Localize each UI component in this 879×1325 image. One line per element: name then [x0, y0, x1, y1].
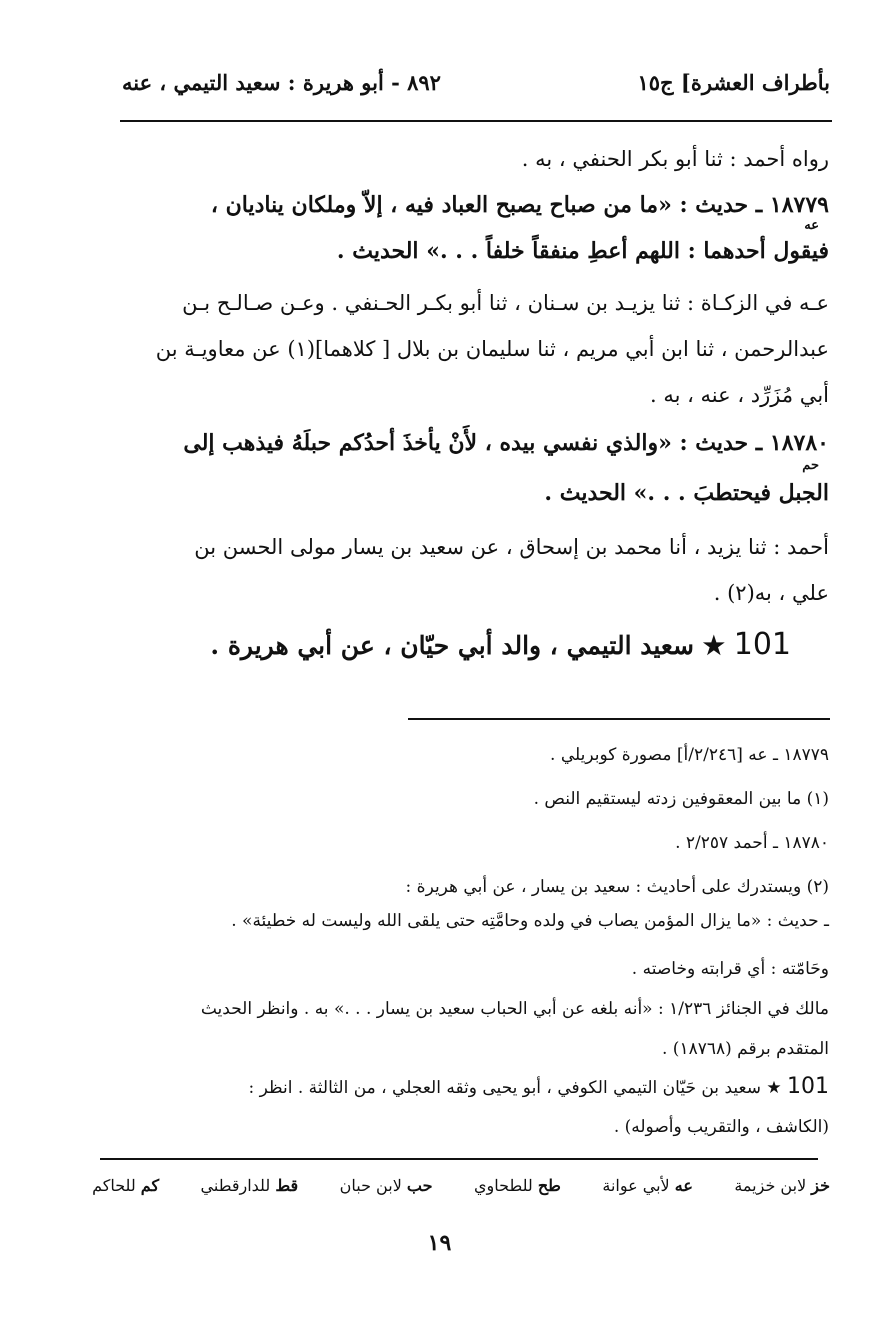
abbreviation-desc: للطحاوي [473, 1175, 533, 1195]
abbreviation-key [92, 1168, 830, 1202]
abbreviation-code: عه [674, 1175, 693, 1195]
footnote-chapter-number: 101 [787, 1074, 829, 1099]
chapter-title: ★ سعيد التيمي ، والد أبي حيّان ، عن أبي هريرة . [210, 631, 726, 660]
text-line: علي ، به(٢) . [713, 581, 829, 605]
footnote-separator [408, 718, 830, 720]
text-line: عبدالرحمن ، ثنا ابن أبي مريم ، ثنا سليمان بن بلال [ كلاهما](١) عن معاويـة بن [155, 337, 829, 361]
footnote-line: وحَامّته : أي قرابته وخاصته . [631, 959, 829, 979]
abbreviation-item [734, 1176, 830, 1195]
abbreviation-item [602, 1176, 693, 1195]
text-line: رواه أحمد : ثنا أبو بكر الحنفي ، به . [521, 147, 829, 171]
footnote-line: المتقدم برقم (١٨٧٦٨) . [661, 1039, 829, 1059]
abbreviation-code: كم [140, 1175, 160, 1195]
abbreviation-item [474, 1176, 561, 1195]
text-line: أحمد : ثنا يزيد ، أنا محمد بن إسحاق ، عن سعيد بن يسار مولى الحسن بن [194, 535, 829, 559]
footnote-line: (الكاشف ، والتقريب وأصوله) . [613, 1117, 829, 1137]
footnote-line: ١٨٧٨٠ ـ أحمد ٢/٢٥٧ . [675, 833, 829, 853]
abbreviation-item [340, 1176, 433, 1195]
abbreviation-desc: لأبي عوانة [602, 1175, 670, 1195]
footnote-line: (٢) ويستدرك على أحاديث : سعيد بن يسار ، عن أبي هريرة : [405, 877, 829, 897]
text-line: أبي مُزَرِّد ، عنه ، به . [649, 383, 829, 407]
chapter-number: 101 [733, 627, 791, 662]
running-head-section: ٨٩٢ - أبو هريرة : سعيد التيمي ، عنه [122, 69, 441, 95]
page-number: ١٩ [427, 1230, 452, 1256]
footnote-line: (١) ما بين المعقوفين زدته ليستقيم النص . [533, 789, 829, 809]
footer-rule [100, 1158, 818, 1160]
hadith-18780-line: ١٨٧٨٠ ـ حديث : «والذي نفسي بيده ، لأَنْ يأخذَ أحدُكم حبلَهُ فيذهب إلى [183, 430, 829, 456]
abbreviation-desc: للدارقطني [200, 1175, 271, 1195]
hadith-18780-line: الجبل فيحتطبَ . . .» الحديث . [544, 480, 829, 506]
abbreviation-code: طح [537, 1175, 561, 1195]
abbreviation-code: حب [406, 1175, 433, 1195]
abbreviation-item [201, 1176, 299, 1195]
running-head-volume: بأطراف العشرة] ج١٥ [637, 69, 830, 95]
footnote-line: ـ حديث : «ما يزال المؤمن يصاب في ولده وحامَّتِه حتى يلقى الله وليست له خطيئة» . [231, 911, 829, 931]
chapter-heading [191, 627, 791, 662]
footnote-text: ★ سعيد بن حَيّان التيمي الكوفي ، أبو يحيى وثقه العجلي ، من الثالثة . انظر : [248, 1078, 782, 1098]
hadith-18779-line: ١٨٧٧٩ ـ حديث : «ما من صباح يصبح العباد فيه ، إلاّ وملكان يناديان ، [210, 192, 829, 218]
abbreviation-desc: لابن خزيمة [734, 1175, 807, 1195]
footnote-line: مالك في الجنائز ١/٢٣٦ : «أنه بلغه عن أبي الحباب سعيد بن يسار . . .» به . وانظر الحديث [200, 999, 829, 1019]
header-rule [120, 120, 832, 122]
abbreviation-code: قط [275, 1175, 299, 1195]
running-head [122, 62, 830, 102]
footnote-line [99, 1074, 829, 1101]
source-sign-hm: حم [802, 458, 819, 473]
abbreviation-item [92, 1176, 159, 1195]
source-sign-aa: عه [804, 218, 819, 233]
footnote-line: ١٨٧٧٩ ـ عه [٢/٢٤٦/أ] مصورة كوبريلي . [550, 745, 829, 765]
abbreviation-desc: للحاكم [92, 1175, 136, 1195]
text-line: عـه في الزكـاة : ثنا يزيـد بن سـنان ، ثنا أبو بكـر الحـنفي . وعـن صـالـح بـن [182, 291, 829, 315]
abbreviation-code: خز [811, 1175, 830, 1195]
abbreviation-desc: لابن حبان [339, 1175, 402, 1195]
hadith-18779-line: فيقول أحدهما : اللهم أعطِ منفقاً خلفاً . . .» الحديث . [336, 238, 829, 264]
